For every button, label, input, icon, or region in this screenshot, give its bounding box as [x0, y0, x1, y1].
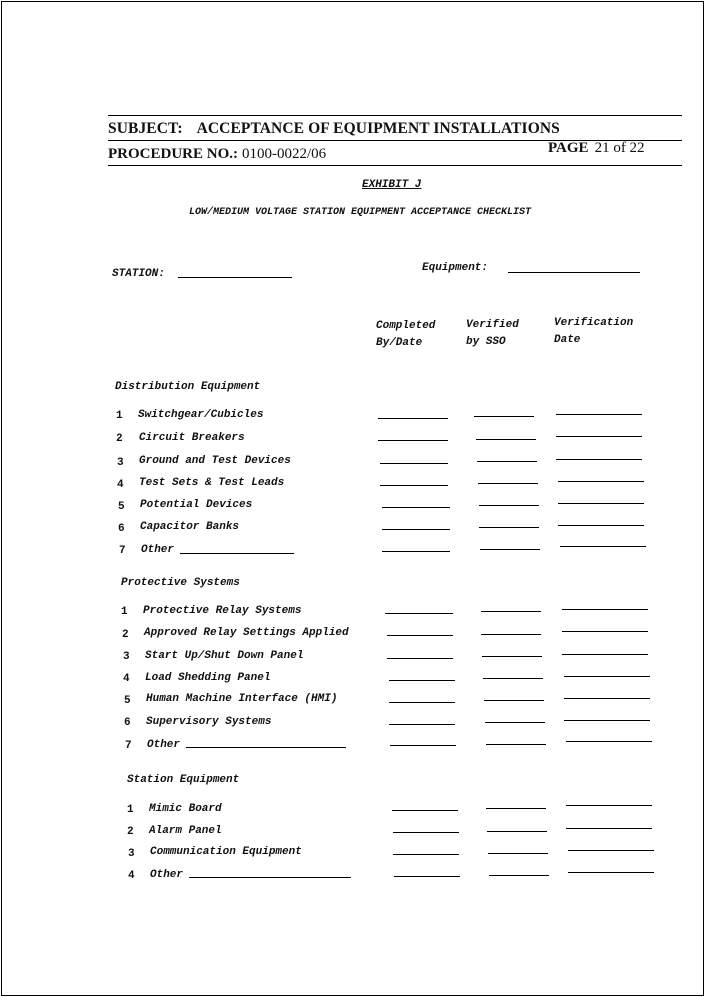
verification-date-field[interactable]	[564, 698, 650, 699]
item-number: 1	[121, 606, 128, 618]
subject-value: ACCEPTANCE OF EQUIPMENT INSTALLATIONS	[196, 120, 560, 137]
item-number: 6	[118, 523, 125, 535]
column-completed-by-date: Completed By/Date	[376, 320, 436, 349]
completed-field[interactable]	[382, 551, 450, 552]
subject-label: SUBJECT:	[108, 120, 183, 137]
equipment-field[interactable]	[508, 272, 640, 273]
verified-field[interactable]	[474, 416, 534, 417]
completed-field[interactable]	[385, 613, 453, 614]
item-label-hmi: Human Machine Interface (HMI)	[146, 693, 338, 705]
item-label-potential-devices: Potential Devices	[140, 499, 253, 511]
completed-field[interactable]	[393, 854, 459, 855]
completed-field[interactable]	[389, 702, 455, 703]
verified-field[interactable]	[486, 808, 546, 809]
procedure-value: 0100-0022/06	[242, 146, 327, 162]
item-number: 7	[125, 740, 132, 752]
other-specify-field[interactable]	[180, 553, 294, 554]
page-label: PAGE	[548, 140, 589, 156]
verified-field[interactable]	[488, 853, 548, 854]
verification-date-field[interactable]	[558, 481, 644, 482]
section-title-station: Station Equipment	[127, 774, 240, 786]
item-number: 5	[124, 695, 131, 707]
item-label-mimic-board: Mimic Board	[149, 803, 222, 815]
verification-date-field[interactable]	[558, 503, 644, 504]
item-label-test-sets: Test Sets & Test Leads	[139, 477, 285, 489]
verification-date-field[interactable]	[566, 828, 652, 829]
station-label: STATION:	[112, 268, 165, 280]
completed-field[interactable]	[387, 658, 453, 659]
procedure-line	[108, 146, 326, 163]
item-number: 4	[123, 673, 130, 685]
item-label-circuit-breakers: Circuit Breakers	[139, 432, 245, 444]
item-label-capacitor-banks: Capacitor Banks	[140, 521, 240, 533]
item-number: 7	[119, 545, 126, 557]
completed-field[interactable]	[382, 529, 450, 530]
verified-field[interactable]	[486, 744, 546, 745]
item-number: 2	[127, 826, 134, 838]
item-label-other: Other	[141, 544, 175, 556]
item-number: 3	[117, 457, 124, 469]
page-number	[548, 140, 645, 157]
verification-date-field[interactable]	[568, 872, 654, 873]
completed-field[interactable]	[389, 724, 455, 725]
item-number: 2	[116, 433, 123, 445]
completed-field[interactable]	[387, 635, 453, 636]
checklist-title: LOW/MEDIUM VOLTAGE STATION EQUIPMENT ACCEPTANCE CHECKLIST	[189, 207, 532, 218]
procedure-label: PROCEDURE NO.:	[108, 146, 238, 162]
station-field[interactable]	[178, 277, 292, 278]
verified-field[interactable]	[489, 875, 549, 876]
verified-field[interactable]	[481, 611, 541, 612]
verified-field[interactable]	[485, 722, 545, 723]
completed-field[interactable]	[389, 680, 455, 681]
other-specify-field[interactable]	[189, 877, 351, 878]
item-number: 1	[127, 804, 134, 816]
verification-date-field[interactable]	[564, 676, 650, 677]
item-number: 2	[122, 629, 129, 641]
completed-field[interactable]	[380, 485, 448, 486]
completed-field[interactable]	[393, 832, 459, 833]
column-verified-by-sso: Verified by SSO	[466, 319, 519, 348]
verified-field[interactable]	[481, 634, 541, 635]
item-label-ground-test-devices: Ground and Test Devices	[139, 455, 291, 467]
item-number: 1	[116, 410, 123, 422]
exhibit-label: EXHIBIT J	[362, 179, 422, 191]
item-number: 3	[128, 848, 135, 860]
completed-field[interactable]	[380, 463, 448, 464]
item-label-communication: Communication Equipment	[150, 846, 302, 858]
item-label-other: Other	[150, 869, 184, 881]
verification-date-field[interactable]	[562, 609, 648, 610]
verified-field[interactable]	[479, 505, 539, 506]
verified-field[interactable]	[479, 527, 539, 528]
item-number: 6	[124, 717, 131, 729]
verification-date-field[interactable]	[562, 631, 648, 632]
item-label-alarm-panel: Alarm Panel	[149, 825, 222, 837]
other-specify-field[interactable]	[186, 747, 346, 748]
verification-date-field[interactable]	[556, 436, 642, 437]
equipment-label: Equipment:	[422, 262, 489, 274]
completed-field[interactable]	[378, 440, 448, 441]
section-title-protective: Protective Systems	[121, 577, 240, 589]
item-label-load-shedding: Load Shedding Panel	[145, 672, 271, 684]
verified-field[interactable]	[484, 700, 544, 701]
verified-field[interactable]	[480, 549, 540, 550]
item-label-start-up-panel: Start Up/Shut Down Panel	[145, 650, 304, 662]
item-label-relay-settings: Approved Relay Settings Applied	[144, 627, 349, 639]
item-number: 3	[123, 651, 130, 663]
page-value: 21 of 22	[594, 140, 645, 156]
verified-field[interactable]	[478, 483, 538, 484]
verified-field[interactable]	[483, 678, 543, 679]
completed-field[interactable]	[378, 418, 448, 419]
verification-date-field[interactable]	[556, 414, 642, 415]
verified-field[interactable]	[487, 831, 547, 832]
column-verification-date: Verification Date	[554, 317, 634, 346]
completed-field[interactable]	[382, 507, 450, 508]
subject-line	[108, 120, 560, 138]
verification-date-field[interactable]	[566, 741, 652, 742]
verification-date-field[interactable]	[556, 459, 642, 460]
item-label-switchgear: Switchgear/Cubicles	[138, 409, 264, 421]
verification-date-field[interactable]	[566, 805, 652, 806]
verification-date-field[interactable]	[564, 720, 650, 721]
item-number: 4	[128, 870, 135, 882]
item-label-supervisory: Supervisory Systems	[146, 716, 272, 728]
header-rule-top	[108, 115, 682, 116]
verified-field[interactable]	[476, 439, 536, 440]
section-title-distribution: Distribution Equipment	[115, 381, 261, 393]
completed-field[interactable]	[390, 745, 456, 746]
verified-field[interactable]	[482, 656, 542, 657]
item-number: 5	[118, 501, 125, 513]
verification-date-field[interactable]	[558, 525, 644, 526]
item-label-other: Other	[147, 739, 181, 751]
completed-field[interactable]	[394, 876, 460, 877]
header-rule-bottom	[108, 165, 682, 166]
verification-date-field[interactable]	[562, 654, 648, 655]
verified-field[interactable]	[477, 461, 537, 462]
item-number: 4	[117, 479, 124, 491]
item-label-protective-relay: Protective Relay Systems	[143, 605, 302, 617]
verification-date-field[interactable]	[560, 546, 646, 547]
completed-field[interactable]	[392, 810, 458, 811]
verification-date-field[interactable]	[568, 850, 654, 851]
